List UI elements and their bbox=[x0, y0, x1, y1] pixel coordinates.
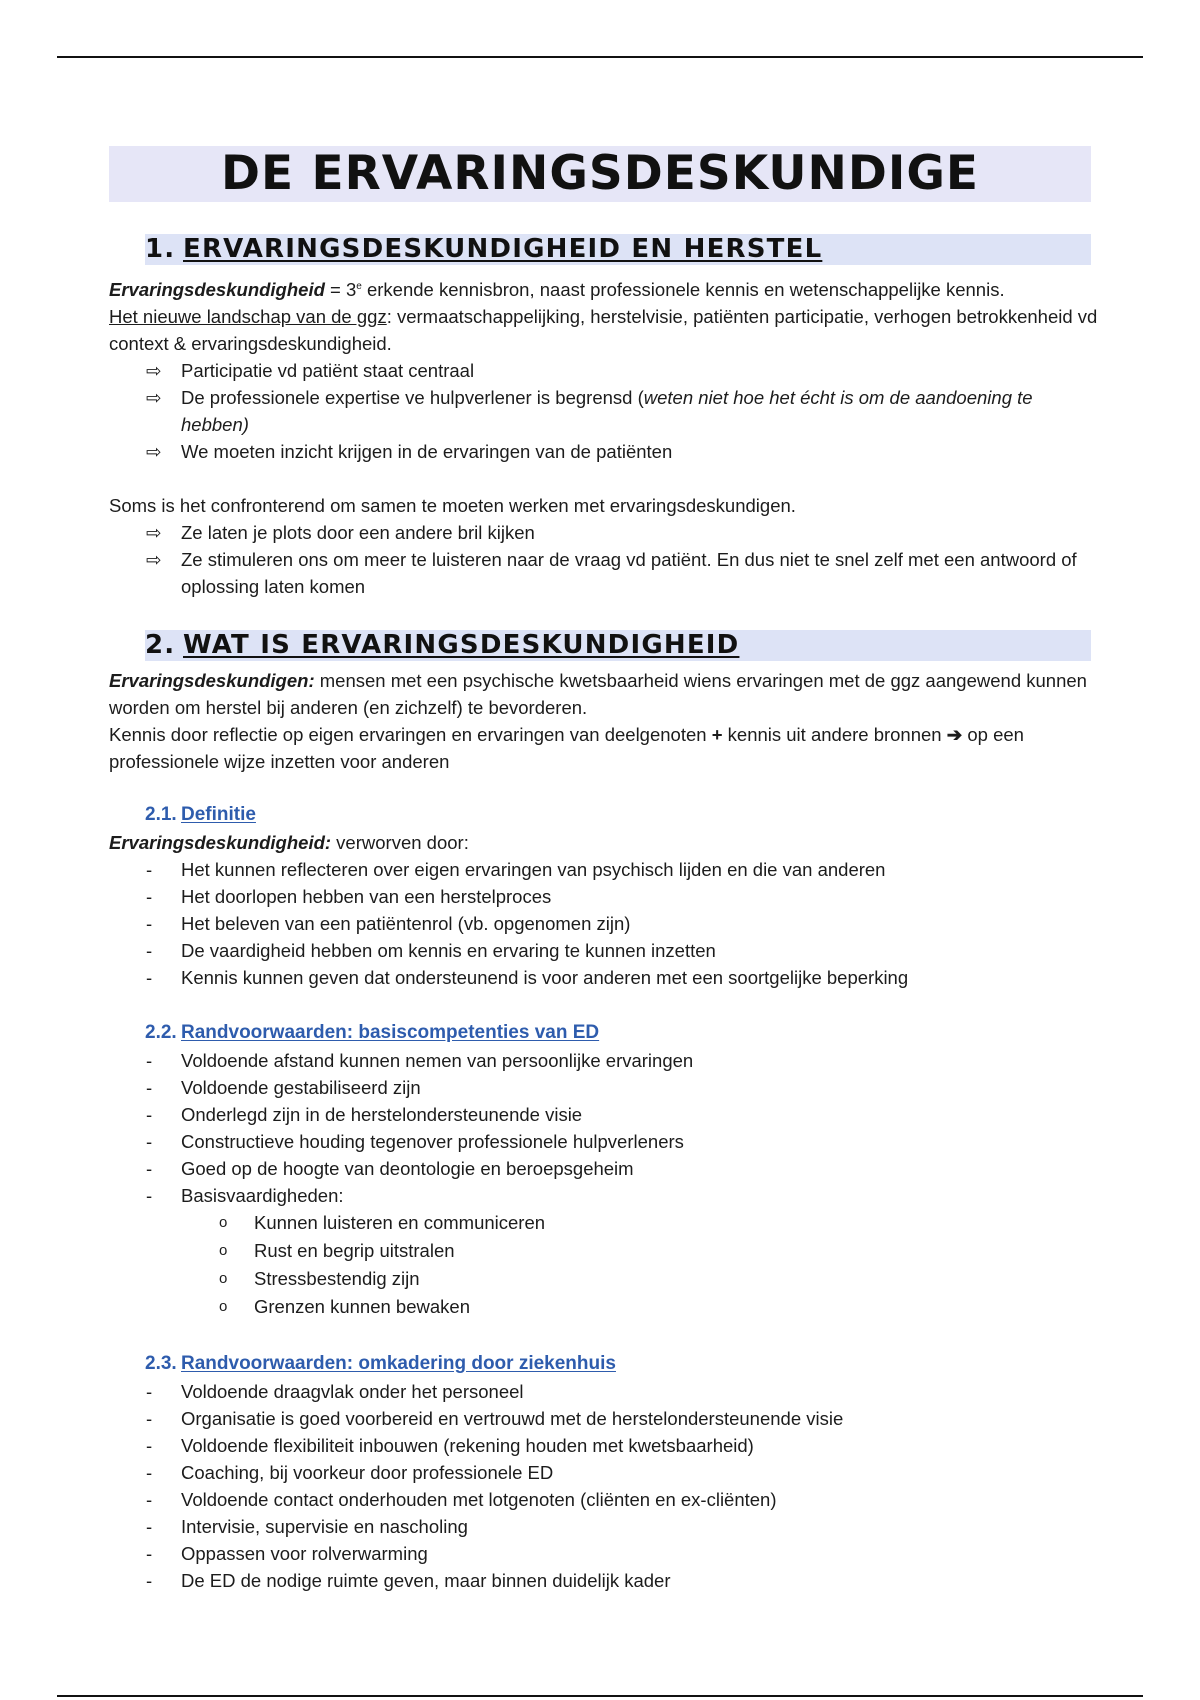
dash-bullet: - bbox=[146, 1104, 153, 1125]
subsection-2-3-heading bbox=[145, 1353, 616, 1375]
section-2-heading bbox=[145, 630, 1091, 661]
list-item-text: Intervisie, supervisie en nascholing bbox=[181, 1516, 468, 1537]
section-title: ERVARINGSDESKUNDIGHEID EN HERSTEL bbox=[183, 234, 823, 264]
list-item-text: Goed op de hoogte van deontologie en beroepsgeheim bbox=[181, 1158, 634, 1179]
dash-bullet: - bbox=[146, 913, 153, 934]
superscript: e bbox=[356, 281, 362, 292]
definition-eq: = 3 bbox=[324, 279, 357, 301]
list-item bbox=[109, 1155, 1099, 1182]
section-1-heading bbox=[145, 234, 1091, 265]
sublist-item-text: Grenzen kunnen bewaken bbox=[254, 1296, 470, 1317]
list-item bbox=[109, 1513, 1099, 1540]
list-item-text: Basisvaardigheden: bbox=[181, 1185, 344, 1206]
list-item-text: Voldoende flexibiliteit inbouwen (rekening houden met kwetsbaarheid) bbox=[181, 1435, 754, 1456]
list-item-text: De ED de nodige ruimte geven, maar binnen duidelijk kader bbox=[181, 1570, 671, 1591]
sublist-item-text: Stressbestendig zijn bbox=[254, 1268, 420, 1289]
list-item-text: Coaching, bij voorkeur door professionele ED bbox=[181, 1462, 554, 1483]
circle-bullet: o bbox=[219, 1270, 228, 1287]
section-1-body bbox=[109, 273, 1099, 600]
list-item bbox=[109, 1047, 1099, 1074]
list-item bbox=[109, 1405, 1099, 1432]
dash-bullet: - bbox=[146, 1543, 153, 1564]
dash-bullet: - bbox=[146, 1185, 153, 1206]
list-item-text: Het doorlopen hebben van een herstelproces bbox=[181, 886, 552, 907]
kennis-text: op een professionele wijze inzetten voor anderen bbox=[109, 724, 1024, 772]
list-item bbox=[109, 1074, 1099, 1101]
list-item-text: Kennis kunnen geven dat ondersteunend is voor anderen met een soortgelijke beperking bbox=[181, 967, 909, 988]
dash-bullet: - bbox=[146, 1381, 153, 1402]
definition-text: mensen met een psychische kwetsbaarheid wiens ervaringen met de ggz aangewend kunnen worden om herstel bij anderen (en zichzelf) te bevorderen. bbox=[109, 670, 1087, 718]
definition-paragraph bbox=[109, 667, 1099, 721]
lead-text: verworven door: bbox=[331, 832, 469, 853]
list-item-text: De vaardigheid hebben om kennis en ervaring te kunnen inzetten bbox=[181, 940, 716, 961]
list-item bbox=[109, 1101, 1099, 1128]
list-item bbox=[109, 438, 1099, 465]
list-item-text: Voldoende contact onderhouden met lotgenoten (cliënten en ex-cliënten) bbox=[181, 1489, 777, 1510]
list-item bbox=[109, 546, 1099, 600]
subsection-2-2-body bbox=[109, 1047, 1099, 1321]
list-item bbox=[109, 1486, 1099, 1513]
subsection-2-3-body bbox=[109, 1378, 1099, 1594]
page-title: DE ERVARINGSDESKUNDIGE bbox=[109, 146, 1091, 202]
dash-bullet: - bbox=[146, 859, 153, 880]
arrow-bullet-icon: ⇨ bbox=[146, 441, 162, 463]
sublist-item bbox=[109, 1265, 1099, 1293]
subsection-title: Randvoorwaarden: omkadering door ziekenhuis bbox=[181, 1353, 616, 1374]
list-item-text: Voldoende afstand kunnen nemen van persoonlijke ervaringen bbox=[181, 1050, 694, 1071]
list-item-text: Onderlegd zijn in de herstelondersteunende visie bbox=[181, 1104, 583, 1125]
landscape-text: : vermaatschappelijking, herstelvisie, patiënten participatie, verhogen betrokkenheid vd context & ervaringsdeskundigheid. bbox=[109, 306, 1098, 355]
list-item bbox=[109, 1567, 1099, 1594]
dash-bullet: - bbox=[146, 886, 153, 907]
list-item-text: Het beleven van een patiëntenrol (vb. opgenomen zijn) bbox=[181, 913, 631, 934]
arrow-bullet-icon: ⇨ bbox=[146, 549, 162, 571]
definition-text: erkende kennisbron, naast professionele kennis en wetenschappelijke kennis. bbox=[361, 279, 1005, 301]
section-title: WAT IS ERVARINGSDESKUNDIGHEID bbox=[183, 630, 740, 660]
dash-bullet: - bbox=[146, 967, 153, 988]
subsection-2-1-heading bbox=[145, 804, 256, 826]
dash-list bbox=[109, 1047, 1099, 1209]
definition-term: Ervaringsdeskundigen: bbox=[109, 670, 315, 691]
list-item-italic: weten niet hoe het écht is om de aandoening te hebben) bbox=[181, 387, 1033, 436]
definition-term: Ervaringsdeskundigheid bbox=[109, 279, 325, 301]
list-item bbox=[109, 1432, 1099, 1459]
arrow-list bbox=[109, 357, 1099, 465]
header-rule bbox=[57, 56, 1143, 58]
subsection-title: Randvoorwaarden: basiscompetenties van ED bbox=[181, 1022, 600, 1043]
list-item bbox=[109, 1459, 1099, 1486]
dash-bullet: - bbox=[146, 1050, 153, 1071]
dash-bullet: - bbox=[146, 1408, 153, 1429]
arrow-bullet-icon: ⇨ bbox=[146, 522, 162, 544]
sublist-item-text: Rust en begrip uitstralen bbox=[254, 1240, 455, 1261]
list-item-text: Ze laten je plots door een andere bril kijken bbox=[181, 522, 535, 544]
list-item bbox=[109, 964, 1099, 991]
plus-sign: + bbox=[711, 724, 723, 745]
subsection-2-1-body bbox=[109, 829, 1099, 991]
dash-bullet: - bbox=[146, 1462, 153, 1483]
subsection-number: 2.3. bbox=[145, 1353, 177, 1374]
dash-bullet: - bbox=[146, 1516, 153, 1537]
dash-list bbox=[109, 856, 1099, 991]
list-item-text: Het kunnen reflecteren over eigen ervaringen van psychisch lijden en die van anderen bbox=[181, 859, 886, 880]
dash-bullet: - bbox=[146, 1077, 153, 1098]
kennis-text: kennis uit andere bronnen bbox=[722, 724, 947, 745]
confront-paragraph: Soms is het confronterend om samen te moeten werken met ervaringsdeskundigen. bbox=[109, 495, 796, 517]
list-item bbox=[109, 384, 1099, 438]
sublist-item-text: Kunnen luisteren en communiceren bbox=[254, 1212, 546, 1233]
landscape-label: Het nieuwe landschap van de ggz bbox=[109, 306, 387, 328]
section-number: 2. bbox=[145, 630, 176, 660]
arrow-bullet-icon: ⇨ bbox=[146, 387, 162, 409]
list-item-text: Oppassen voor rolverwarming bbox=[181, 1543, 428, 1564]
dash-bullet: - bbox=[146, 1489, 153, 1510]
sublist-item bbox=[109, 1293, 1099, 1321]
list-item bbox=[109, 1128, 1099, 1155]
list-item-text: Constructieve houding tegenover professionele hulpverleners bbox=[181, 1131, 684, 1152]
list-item bbox=[109, 1378, 1099, 1405]
list-item-text: Ze stimuleren ons om meer te luisteren naar de vraag vd patiënt. En dus niet te snel zelf met een antwoord of oplossing laten komen bbox=[181, 549, 1077, 598]
footer-rule bbox=[57, 1695, 1143, 1697]
subsection-number: 2.1. bbox=[145, 804, 177, 825]
circle-bullet: o bbox=[219, 1242, 228, 1259]
dash-bullet: - bbox=[146, 940, 153, 961]
list-item-text: Voldoende draagvlak onder het personeel bbox=[181, 1381, 524, 1402]
landscape-paragraph bbox=[109, 303, 1099, 357]
sublist-item bbox=[109, 1209, 1099, 1237]
circle-bullet: o bbox=[219, 1298, 228, 1315]
lead-term: Ervaringsdeskundigheid: bbox=[109, 832, 332, 853]
list-item-text: Voldoende gestabiliseerd zijn bbox=[181, 1077, 421, 1098]
list-item bbox=[109, 856, 1099, 883]
sublist-item bbox=[109, 1237, 1099, 1265]
list-item-text: De professionele expertise ve hulpverlener is begrensd ( bbox=[181, 387, 644, 409]
circle-sublist bbox=[109, 1209, 1099, 1321]
list-item bbox=[109, 910, 1099, 937]
list-item-text: Organisatie is goed voorbereid en vertrouwd met de herstelondersteunende visie bbox=[181, 1408, 844, 1429]
dash-bullet: - bbox=[146, 1435, 153, 1456]
list-item-text: Participatie vd patiënt staat centraal bbox=[181, 360, 475, 382]
subsection-2-2-heading bbox=[145, 1022, 599, 1044]
dash-bullet: - bbox=[146, 1131, 153, 1152]
list-item bbox=[109, 519, 1099, 546]
lead-paragraph bbox=[109, 829, 1099, 856]
list-item bbox=[109, 883, 1099, 910]
definition-paragraph bbox=[109, 273, 1099, 303]
subsection-number: 2.2. bbox=[145, 1022, 177, 1043]
dash-list bbox=[109, 1378, 1099, 1594]
section-2-body bbox=[109, 667, 1099, 775]
dash-bullet: - bbox=[146, 1158, 153, 1179]
section-number: 1. bbox=[145, 234, 176, 264]
list-item-text: We moeten inzicht krijgen in de ervaringen van de patiënten bbox=[181, 441, 673, 463]
arrow-bullet-icon: ⇨ bbox=[146, 360, 162, 382]
list-item bbox=[109, 357, 1099, 384]
kennis-text: Kennis door reflectie op eigen ervaringen en ervaringen van deelgenoten bbox=[109, 724, 712, 745]
kennis-paragraph bbox=[109, 721, 1099, 775]
dash-bullet: - bbox=[146, 1570, 153, 1591]
arrow-right-icon: ➔ bbox=[946, 724, 963, 745]
circle-bullet: o bbox=[219, 1214, 228, 1231]
list-item bbox=[109, 1540, 1099, 1567]
list-item bbox=[109, 937, 1099, 964]
list-item bbox=[109, 1182, 1099, 1209]
subsection-title: Definitie bbox=[181, 804, 256, 825]
confront-list bbox=[109, 519, 1099, 600]
